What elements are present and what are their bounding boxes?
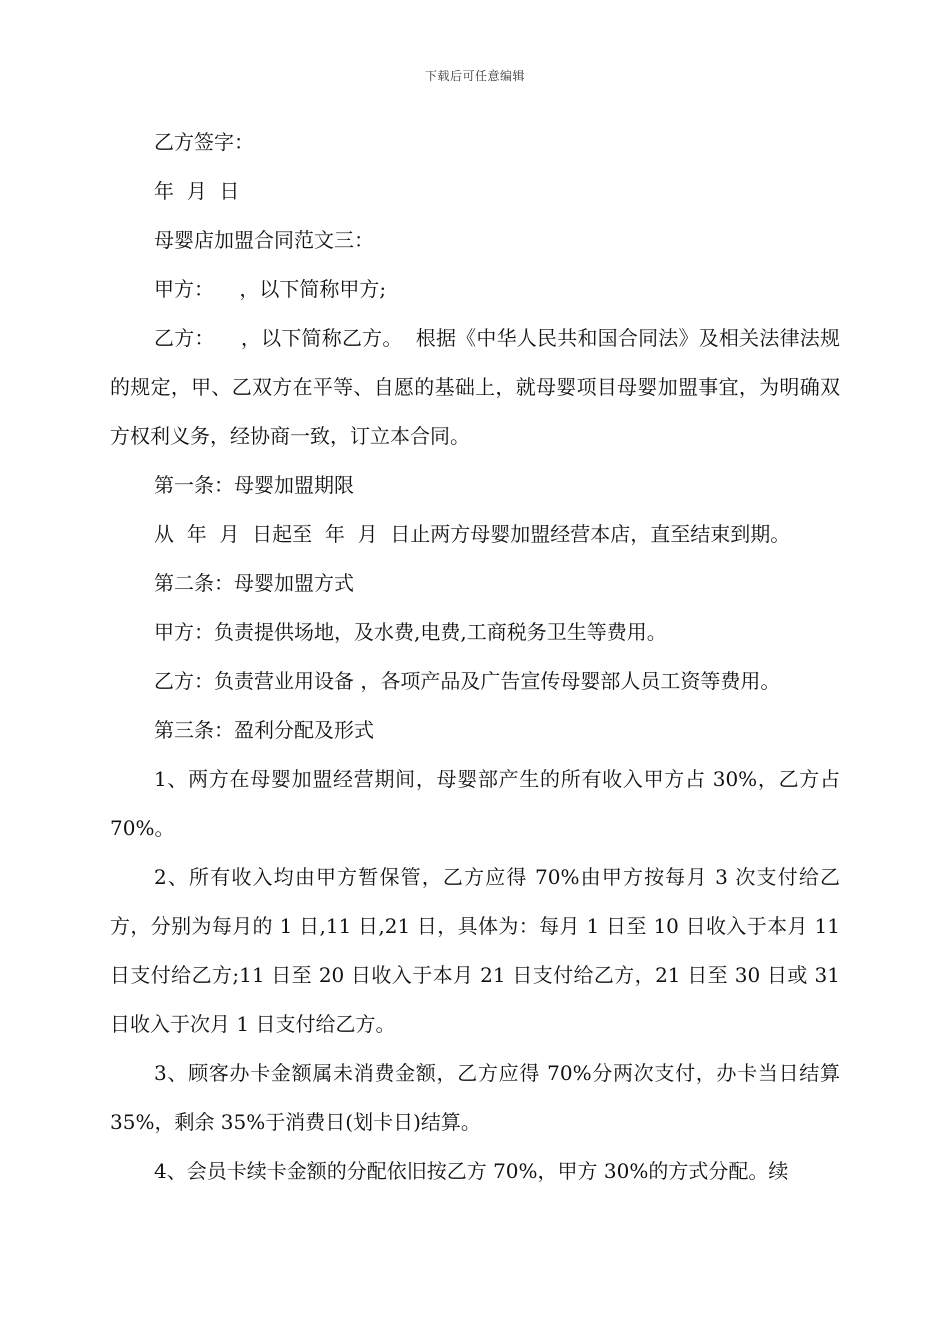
clause-3-card-settlement: 3、顾客办卡金额属未消费金额，乙方应得 70%分两次支付，办卡当日结算 35%，剩余 35%于消费日(划卡日)结算。 [110, 1061, 840, 1134]
page-header-note: 下载后可任意编辑 [424, 69, 525, 83]
article-three-heading: 第三条：盈利分配及形式 [154, 718, 374, 742]
clause-2-payment-schedule: 2、所有收入均由甲方暂保管，乙方应得 70%由甲方按每月 3 次支付给乙方，分别为每月的 1 日,11 日,21 日，具体为：每月 1 日至 10 日收入于本月 11 日支付给乙方;11 日至 20 日收入于本月 21 日支付给乙方，21 日至 30 日或 31 日收入于次月 1 日支付给乙方。 [110, 865, 840, 1036]
party-a-line: 甲方： ，以下简称甲方; [154, 277, 387, 301]
article-two-heading: 第二条：母婴加盟方式 [154, 571, 354, 595]
document-body [110, 118, 840, 1196]
signature-line-party-b: 乙方签字： [154, 130, 254, 154]
clause-1-profit-split: 1、两方在母婴加盟经营期间，母婴部产生的所有收入甲方占 30%，乙方占 70%。 [110, 767, 840, 840]
party-b-duties: 乙方：负责营业用设备 ，各项产品及广告宣传母婴部人员工资等费用。 [154, 669, 781, 693]
date-line: 年 月 日 [154, 179, 240, 203]
party-a-duties: 甲方：负责提供场地，及水费,电费,工商税务卫生等费用。 [154, 620, 667, 644]
section-title-contract-three: 母婴店加盟合同范文三： [154, 228, 374, 252]
clause-4-renewal-split: 4、会员卡续卡金额的分配依旧按乙方 70%，甲方 30%的方式分配。续 [154, 1159, 789, 1183]
article-one-heading: 第一条：母婴加盟期限 [154, 473, 354, 497]
term-paragraph: 从 年 月 日起至 年 月 日止两方母婴加盟经营本店，直至结束到期。 [154, 522, 791, 546]
party-b-preamble-paragraph: 乙方： ，以下简称乙方。 根据《中华人民共和国合同法》及相关法律法规的规定，甲、乙双方在平等、自愿的基础上，就母婴项目母婴加盟事宜，为明确双方权利义务，经协商一致，订立本合同。 [110, 326, 840, 448]
